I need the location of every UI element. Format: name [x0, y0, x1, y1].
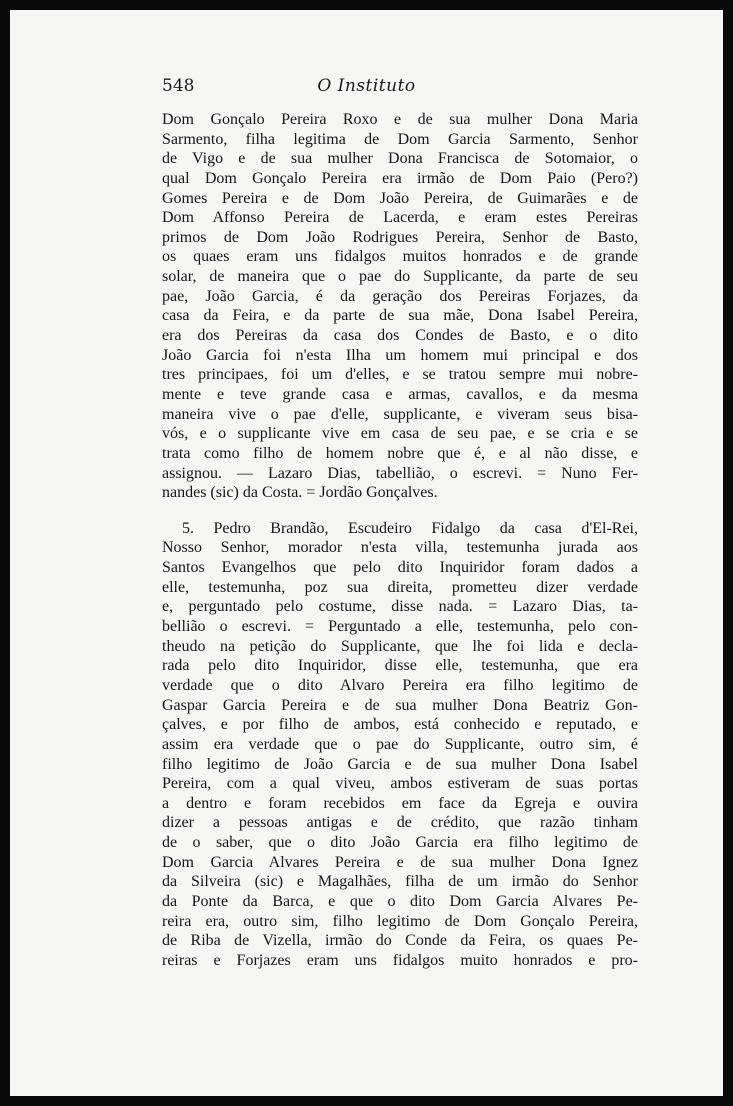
text-line: qual Dom Gonçalo Pereira era irmão de Dom Paio (Pero?)	[162, 169, 638, 187]
text-line: trata como filho de homem nobre que é, e al não disse, e	[162, 444, 638, 462]
text-line: reiras e Forjazes eram uns fidalgos muito honrados e pro-	[162, 951, 638, 969]
paragraph-1	[162, 110, 638, 503]
paragraph-2	[162, 519, 638, 971]
text-line: bellião o escrevi. = Perguntado a elle, testemunha, pelo con-	[162, 618, 638, 636]
document-page	[10, 10, 723, 1096]
text-line: solar, de maneira que o pae do Supplicante, da parte de seu	[162, 268, 638, 286]
text-line: reira era, outro sim, filho legitimo de Dom Gonçalo Pereira,	[162, 912, 638, 930]
text-line: da Ponte da Barca, e que o dito Dom Garcia Alvares Pe-	[162, 892, 638, 910]
text-line: casa da Feira, e da parte de sua mãe, Dona Isabel Pereira,	[162, 307, 638, 325]
text-line: era dos Pereiras da casa dos Condes de Basto, e o dito	[162, 327, 638, 345]
text-line: Dom Garcia Alvares Pereira e de sua mulher Dona Ignez	[162, 853, 638, 871]
text-line: çalves, e por filho de ambos, está conhecido e reputado, e	[162, 716, 638, 734]
text-line: 5. Pedro Brandão, Escudeiro Fidalgo da casa d'El-Rei,	[182, 519, 638, 537]
text-line: mente e teve grande casa e armas, cavallos, e da mesma	[162, 385, 638, 403]
text-line: assignou. — Lazaro Dias, tabellião, o escrevi. = Nuno Fer-	[162, 464, 638, 482]
text-line: nandes (sic) da Costa. = Jordão Gonçalves.	[162, 484, 438, 502]
text-line: a dentro e foram recebidos em face da Egreja e ouvira	[162, 794, 638, 812]
text-line: theudo na petição do Supplicante, que lhe foi lida e decla-	[162, 637, 638, 655]
text-line: Nosso Senhor, morador n'esta villa, testemunha jurada aos	[162, 539, 638, 557]
text-line: de o saber, que o dito João Garcia era filho legitimo de	[162, 834, 638, 852]
text-line: elle, testemunha, poz sua direita, prometteu dizer verdade	[162, 578, 638, 596]
text-line: João Garcia foi n'esta Ilha um homem mui principal e dos	[162, 346, 638, 364]
text-line: e, perguntado pelo costume, disse nada. = Lazaro Dias, ta-	[162, 598, 638, 616]
text-line: da Silveira (sic) e Magalhães, filha de um irmão do Senhor	[162, 873, 638, 891]
text-line: Dom Gonçalo Pereira Roxo e de sua mulher Dona Maria	[162, 111, 638, 128]
text-line: Gomes Pereira e de Dom João Pereira, de Guimarães e de	[162, 189, 638, 207]
text-line: vós, e o supplicante vive em casa de seu pae, e se cria e se	[162, 425, 638, 443]
text-line: Sarmento, filha legitima de Dom Garcia Sarmento, Senhor	[162, 130, 638, 148]
text-line: Dom Affonso Pereira de Lacerda, e eram estes Pereiras	[162, 209, 638, 227]
text-line: pae, João Garcia, é da geração dos Pereiras Forjazes, da	[162, 287, 638, 305]
page-number: 548	[162, 76, 195, 96]
text-line: de Vigo e de sua mulher Dona Francisca de Sotomaior, o	[162, 150, 638, 168]
running-title: O Instituto	[317, 76, 416, 96]
paragraph-spacer	[162, 503, 638, 519]
page-header	[10, 76, 723, 100]
text-line: assim era verdade que o pae do Supplicante, outro sim, é	[162, 735, 638, 753]
text-line: os quaes eram uns fidalgos muitos honrados e de grande	[162, 248, 638, 266]
text-line: tres principaes, foi um d'elles, e se tratou sempre mui nobre-	[162, 366, 638, 384]
text-line: filho legitimo de João Garcia e de sua mulher Dona Isabel	[162, 755, 638, 773]
text-line: de Riba de Vizella, irmão do Conde da Feira, os quaes Pe-	[162, 932, 638, 950]
text-line: dizer a pessoas antigas e de crédito, que razão tinham	[162, 814, 638, 832]
text-line: rada pelo dito Inquiridor, disse elle, testemunha, que era	[162, 657, 638, 675]
text-line: Santos Evangelhos que pelo dito Inquiridor foram dados a	[162, 559, 638, 577]
text-line: Pereira, com a qual viveu, ambos estiveram de suas portas	[162, 775, 638, 793]
text-line: verdade que o dito Alvaro Pereira era filho legitimo de	[162, 676, 638, 694]
text-line: primos de Dom João Rodrigues Pereira, Senhor de Basto,	[162, 228, 638, 246]
text-line: maneira vive o pae d'elle, supplicante, e viveram seus bisa-	[162, 405, 638, 423]
text-line: Gaspar Garcia Pereira e de sua mulher Dona Beatriz Gon-	[162, 696, 638, 714]
body-text	[162, 110, 638, 971]
